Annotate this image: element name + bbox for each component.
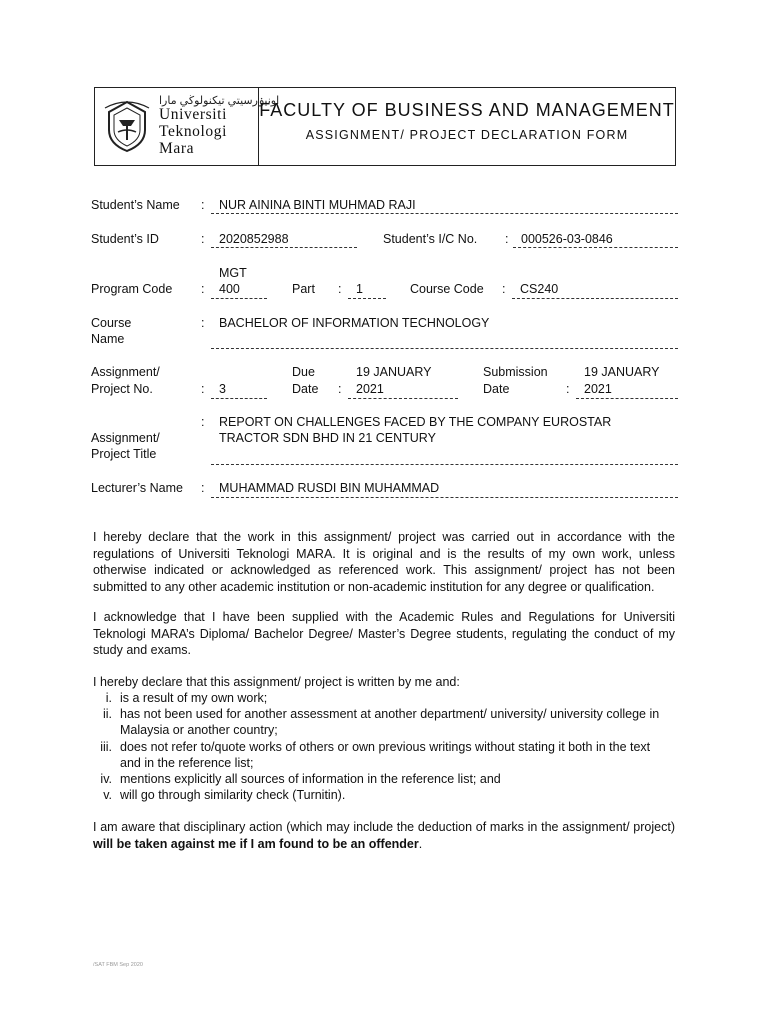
colon: : (201, 282, 205, 296)
university-name-line2: Teknologi (159, 123, 228, 140)
list-item: is a result of my own work; (120, 691, 268, 705)
ic-number-value[interactable]: 000526-03-0846 (521, 232, 613, 246)
due-date-underline (348, 398, 458, 399)
submission-date-value-line2[interactable]: 2021 (584, 382, 612, 396)
paragraph-4-bold-text: will be taken against me if I am found to be an offender (93, 836, 419, 851)
project-title-label-line1: Assignment/ (91, 431, 160, 445)
course-name-label-line2: Name (91, 332, 125, 346)
assignment-no-value[interactable]: 3 (219, 382, 226, 396)
list-number: i. (105, 691, 112, 705)
declaration-paragraph-3: I hereby declare that this assignment/ project is written by me and: (93, 675, 460, 689)
due-date-label-line2: Date (292, 382, 319, 396)
declaration-paragraph-4 (93, 819, 675, 852)
list-item: mentions explicitly all sources of information in the reference list; and (120, 772, 501, 786)
program-code-underline (211, 298, 267, 299)
university-name-line3: Mara (159, 140, 195, 157)
uitm-crest-icon (101, 98, 153, 154)
declaration-paragraph-2: I acknowledge that I have been supplied with the Academic Rules and Regulations for Universiti Teknologi MARA’s Diploma/ Bachelor Degree/ Master’s Degree students, regulating the conduct of my study and exams. (93, 610, 675, 657)
course-name-value[interactable]: BACHELOR OF INFORMATION TECHNOLOGY (219, 316, 490, 330)
colon: : (505, 232, 509, 246)
ic-number-label: Student’s I/C No. (383, 232, 478, 246)
submission-date-label-line2: Date (483, 382, 510, 396)
part-underline (348, 298, 386, 299)
list-item: does not refer to/quote works of others or own previous writings without stating it both in the text (120, 740, 651, 754)
list-item: will go through similarity check (Turnitin). (120, 788, 346, 802)
lecturer-name-label: Lecturer’s Name (91, 481, 183, 495)
submission-date-value-line1[interactable]: 19 JANUARY (584, 365, 660, 379)
part-value[interactable]: 1 (356, 282, 363, 296)
student-name-value[interactable]: NUR AININA BINTI MUHMAD RAJI (219, 198, 416, 212)
form-title: ASSIGNMENT/ PROJECT DECLARATION FORM (305, 128, 629, 142)
course-name-underline (211, 348, 678, 349)
paragraph-4-end: . (418, 836, 423, 851)
course-name-label-line1: Course (91, 316, 132, 330)
list-item-continuation: Malaysia or another country; (120, 723, 278, 737)
list-number: iv. (100, 772, 112, 786)
colon: : (338, 382, 342, 396)
part-label: Part (292, 282, 315, 296)
form-footer-code: /SAT FBM Sep 2020 (93, 962, 143, 968)
colon: : (201, 415, 205, 429)
arabic-university-name: اونيۏرسيتي تيكنولوڬي مارا (159, 95, 280, 107)
ic-number-underline (513, 247, 678, 248)
student-id-underline (211, 247, 357, 248)
due-date-value-line2[interactable]: 2021 (356, 382, 384, 396)
list-item: has not been used for another assessment at another department/ university/ university college in (120, 707, 660, 721)
colon: : (502, 282, 506, 296)
due-date-label-line1: Due (292, 365, 315, 379)
assignment-no-label-line1: Assignment/ (91, 365, 160, 379)
university-name-line1: Universiti (159, 106, 227, 123)
due-date-value-line1[interactable]: 19 JANUARY (356, 365, 432, 379)
course-code-underline (512, 298, 678, 299)
project-title-label-line2: Project Title (91, 447, 157, 461)
student-id-value[interactable]: 2020852988 (219, 232, 289, 246)
list-item-continuation: and in the reference list; (120, 756, 254, 770)
submission-date-label-line1: Submission (483, 365, 548, 379)
list-number: iii. (100, 740, 112, 754)
colon: : (201, 316, 205, 330)
uitm-logo (95, 88, 280, 165)
assignment-no-underline (211, 398, 267, 399)
list-number: ii. (102, 707, 112, 721)
course-code-value[interactable]: CS240 (520, 282, 559, 296)
project-title-underline (211, 464, 678, 465)
list-number: v. (103, 788, 112, 802)
program-code-value-line1[interactable]: MGT (219, 266, 247, 280)
program-code-label: Program Code (91, 282, 173, 296)
lecturer-name-value[interactable]: MUHAMMAD RUSDI BIN MUHAMMAD (219, 481, 440, 495)
student-id-label: Student’s ID (91, 232, 159, 246)
program-code-value-line2[interactable]: 400 (219, 282, 240, 296)
assignment-no-label-line2: Project No. (91, 382, 153, 396)
submission-date-underline (576, 398, 678, 399)
paragraph-4-text: I am aware that disciplinary action (which may include the deduction of marks in the assignment/ project) (93, 820, 675, 834)
colon: : (338, 282, 342, 296)
colon: : (566, 382, 570, 396)
colon: : (201, 382, 205, 396)
project-title-value-line2[interactable]: TRACTOR SDN BHD IN 21 CENTURY (219, 431, 436, 445)
declaration-paragraph-1: I hereby declare that the work in this assignment/ project was carried out in accordance with the regulations of Universiti Teknologi MARA. It is original and is the results of my own work, unless otherwise indicated or acknowledged as referenced work. This assignment/ project has not been submitted to any other academic institution or non-academic institution for any degree or qualification. (93, 530, 675, 594)
colon: : (201, 232, 205, 246)
project-title-value-line1[interactable]: REPORT ON CHALLENGES FACED BY THE COMPANY EUROSTAR (219, 415, 612, 429)
colon: : (201, 198, 205, 212)
form-header (94, 87, 676, 166)
colon: : (201, 481, 205, 495)
faculty-title: FACULTY OF BUSINESS AND MANAGEMENT (259, 100, 675, 120)
lecturer-name-underline (211, 497, 678, 498)
course-code-label: Course Code (410, 282, 484, 296)
student-name-underline (211, 213, 678, 214)
student-name-label: Student’s Name (91, 198, 180, 212)
